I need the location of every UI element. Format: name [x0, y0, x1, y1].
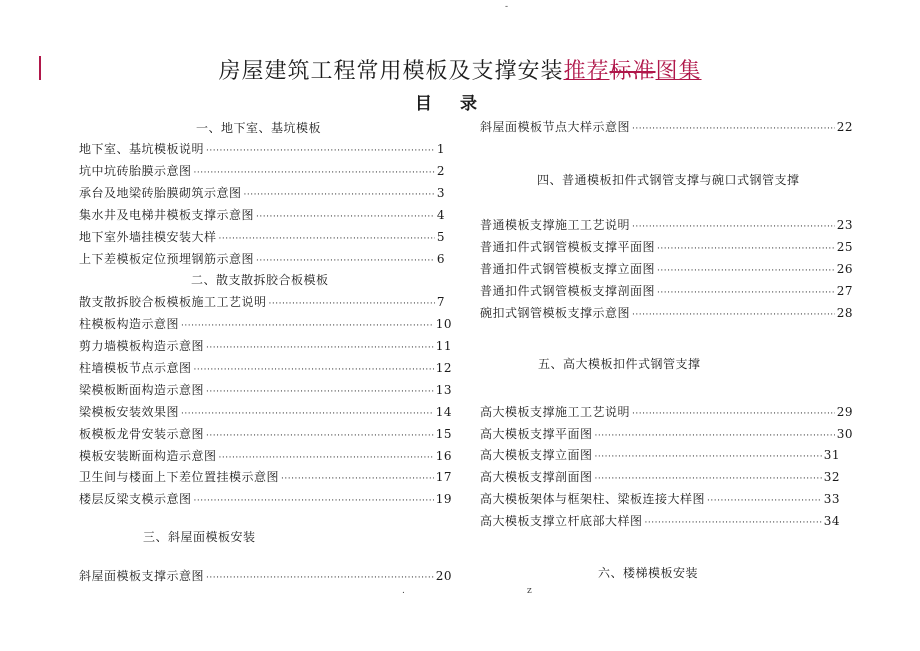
leader-dots [206, 387, 434, 397]
leader-dots [657, 244, 835, 254]
entry-page: 5 [436, 230, 445, 244]
section-heading-6: 六、楼梯模板安装 [598, 566, 699, 580]
leader-dots [206, 146, 435, 156]
entry-name: 普通扣件式钢管模板支撑平面图 [480, 240, 656, 254]
entry-page: 12 [435, 361, 452, 375]
toc-entry[interactable] [79, 359, 452, 376]
entry-name: 高大模板支撑平面图 [480, 427, 593, 441]
leader-dots [707, 496, 822, 506]
entry-name: 斜屋面模板支撑示意图 [79, 569, 205, 583]
leader-dots [632, 124, 835, 134]
entry-name: 地下室、基坑模板说明 [79, 142, 205, 156]
entry-page: 20 [435, 569, 452, 583]
entry-page: 15 [435, 427, 452, 441]
entry-name: 斜屋面模板节点大样示意图 [480, 120, 631, 134]
toc-entry[interactable] [79, 315, 452, 332]
footer-letter: z [527, 586, 532, 596]
toc-entry[interactable] [480, 238, 853, 255]
title-marked-1: 推荐 [563, 59, 610, 84]
section-heading-3: 三、斜屋面模板安装 [143, 530, 256, 544]
entry-name: 梁模板断面构造示意图 [79, 383, 205, 397]
title-marked-2: 标准 [609, 59, 656, 84]
leader-dots [181, 321, 434, 331]
entry-page: 6 [436, 252, 445, 266]
leader-dots [281, 474, 434, 484]
toc-entry[interactable] [79, 490, 452, 507]
leader-dots [194, 496, 434, 506]
entry-name: 高大模板架体与框架柱、梁板连接大样图 [480, 492, 706, 506]
leader-dots [206, 431, 434, 441]
leader-dots [595, 431, 835, 441]
entry-page: 1 [436, 142, 445, 156]
leader-dots [206, 573, 434, 583]
title-marked-3: 图集 [655, 59, 702, 84]
toc-entry[interactable] [480, 490, 840, 507]
entry-page: 19 [435, 492, 452, 506]
leader-dots [194, 365, 434, 375]
entry-name: 普通模板支撑施工工艺说明 [480, 218, 631, 232]
toc-entry[interactable] [79, 468, 452, 485]
leader-dots [256, 256, 435, 266]
entry-page: 3 [436, 186, 445, 200]
entry-page: 26 [836, 262, 853, 276]
leader-dots [244, 190, 435, 200]
entry-name: 普通扣件式钢管模板支撑立面图 [480, 262, 656, 276]
entry-page: 17 [435, 470, 452, 484]
toc-entry[interactable] [79, 337, 452, 354]
leader-dots [595, 474, 822, 484]
toc-entry[interactable] [480, 425, 853, 442]
toc-entry[interactable] [79, 206, 445, 223]
entry-page: 7 [436, 295, 445, 309]
leader-dots [632, 222, 835, 232]
toc-entry[interactable] [480, 468, 840, 485]
entry-name: 模板安装断面构造示意图 [79, 449, 217, 463]
entry-page: 34 [823, 514, 840, 528]
entry-page: 11 [435, 339, 452, 353]
toc-entry[interactable] [480, 216, 853, 233]
leader-dots [657, 266, 835, 276]
entry-name: 楼层反梁支模示意图 [79, 492, 192, 506]
toc-entry[interactable] [480, 260, 853, 277]
entry-page: 30 [836, 427, 853, 441]
toc-entry[interactable] [79, 228, 445, 245]
entry-name: 碗扣式钢管模板支撑示意图 [480, 306, 631, 320]
leader-dots [206, 343, 434, 353]
section-heading-2: 二、散支散拆胶合板模板 [191, 273, 329, 287]
entry-page: 2 [436, 164, 445, 178]
entry-page: 16 [435, 449, 452, 463]
entry-page: 4 [436, 208, 445, 222]
entry-page: 25 [836, 240, 853, 254]
entry-name: 集水井及电梯井模板支撑示意图 [79, 208, 255, 222]
toc-entry[interactable] [480, 512, 840, 529]
toc-entry[interactable] [79, 293, 445, 310]
entry-name: 坑中坑砖胎膜示意图 [79, 164, 192, 178]
leader-dots [595, 452, 822, 462]
entry-name: 梁模板安装效果图 [79, 405, 180, 419]
entry-page: 23 [836, 218, 853, 232]
footer-dot: . [402, 586, 405, 596]
entry-name: 卫生间与楼面上下差位置挂模示意图 [79, 470, 280, 484]
entry-page: 14 [435, 405, 452, 419]
leader-dots [645, 518, 822, 528]
entry-page: 32 [823, 470, 840, 484]
toc-heading-text: 目录 [415, 94, 505, 114]
entry-page: 29 [836, 405, 853, 419]
toc-entry[interactable] [79, 567, 452, 584]
entry-name: 柱墙模板节点示意图 [79, 361, 192, 375]
toc-entry[interactable] [480, 118, 853, 135]
leader-dots [181, 409, 434, 419]
toc-entry[interactable] [480, 304, 853, 321]
leader-dots [632, 310, 835, 320]
toc-heading [0, 89, 920, 114]
entry-page: 31 [823, 448, 840, 462]
entry-name: 高大模板支撑剖面图 [480, 470, 593, 484]
toc-entry[interactable] [480, 403, 853, 420]
leader-dots [632, 409, 835, 419]
toc-entry[interactable] [79, 447, 452, 464]
entry-name: 散支散拆胶合板模板施工工艺说明 [79, 295, 267, 309]
entry-name: 剪力墙模板构造示意图 [79, 339, 205, 353]
entry-page: 13 [435, 383, 452, 397]
leader-dots [219, 234, 435, 244]
section-heading-1: 一、地下室、基坑模板 [196, 121, 322, 135]
entry-name: 地下室外墙挂模安装大样 [79, 230, 217, 244]
entry-name: 高大模板支撑立面图 [480, 448, 593, 462]
section-heading-5: 五、高大模板扣件式钢管支撑 [538, 357, 701, 371]
entry-page: 33 [823, 492, 840, 506]
toc-entry[interactable] [79, 250, 445, 267]
title-plain: 房屋建筑工程常用模板及支撑安装 [218, 59, 564, 84]
entry-name: 高大模板支撑立杆底部大样图 [480, 514, 643, 528]
leader-dots [657, 288, 835, 298]
top-mark: - [505, 2, 509, 12]
leader-dots [194, 168, 435, 178]
entry-page: 10 [435, 317, 452, 331]
toc-entry[interactable] [480, 282, 853, 299]
entry-page: 27 [836, 284, 853, 298]
entry-name: 板模板龙骨安装示意图 [79, 427, 205, 441]
leader-dots [219, 453, 434, 463]
entry-name: 普通扣件式钢管模板支撑剖面图 [480, 284, 656, 298]
entry-name: 承台及地梁砖胎膜砌筑示意图 [79, 186, 242, 200]
toc-entry[interactable] [79, 162, 445, 179]
toc-entry[interactable] [79, 403, 452, 420]
leader-dots [256, 212, 435, 222]
toc-entry[interactable] [79, 140, 445, 157]
leader-dots [269, 299, 435, 309]
entry-name: 高大模板支撑施工工艺说明 [480, 405, 631, 419]
toc-entry[interactable] [79, 381, 452, 398]
entry-page: 28 [836, 306, 853, 320]
section-heading-4: 四、普通模板扣件式钢管支撑与碗口式钢管支撑 [537, 173, 800, 187]
toc-entry[interactable] [79, 425, 452, 442]
entry-name: 上下差模板定位预埋钢筋示意图 [79, 252, 255, 266]
entry-name: 柱模板构造示意图 [79, 317, 180, 331]
document-title [0, 54, 920, 85]
entry-page: 22 [836, 120, 853, 134]
toc-entry[interactable] [480, 446, 840, 463]
toc-entry[interactable] [79, 184, 445, 201]
